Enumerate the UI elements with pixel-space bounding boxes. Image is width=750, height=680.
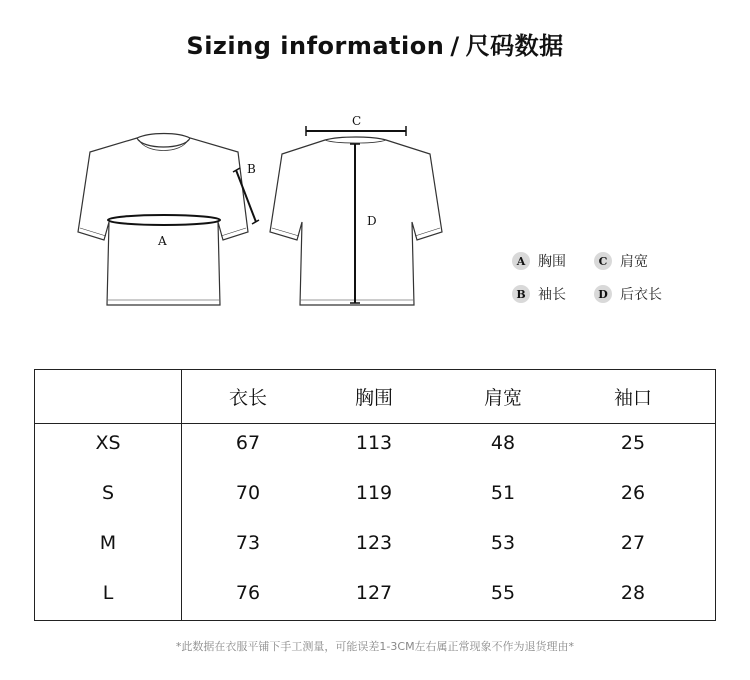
legend-badge: B [512, 285, 530, 303]
table-cell: 119 [355, 482, 393, 504]
tshirt-front-illustration [78, 134, 248, 306]
row-size-label: L [102, 582, 114, 604]
label-c: C [352, 114, 362, 128]
label-a: A [158, 234, 167, 248]
header-cuff: 袖口 [613, 387, 652, 409]
table-cell: 51 [490, 482, 516, 504]
legend-label: 后衣长 [620, 287, 662, 303]
header-length: 衣长 [228, 387, 267, 409]
legend-label: 袖长 [538, 287, 566, 303]
table-cell: 55 [490, 582, 516, 604]
table-cell: 76 [235, 582, 261, 604]
legend-item-back-length [594, 284, 662, 304]
title-english: Sizing information [186, 32, 445, 60]
table-cell: 73 [235, 532, 261, 554]
table-cell: 67 [235, 432, 261, 454]
header-chest: 胸围 [354, 387, 393, 409]
title-separator: / [450, 32, 460, 60]
legend-item-shoulder [594, 251, 648, 271]
table-cell: 123 [355, 532, 393, 554]
table-cell: 25 [620, 432, 646, 454]
legend-item-chest [512, 251, 566, 271]
legend-badge: D [594, 285, 612, 303]
label-b: B [247, 162, 256, 176]
table-cell: 27 [620, 532, 646, 554]
header-shoulder: 肩宽 [483, 387, 522, 409]
title-chinese: 尺码数据 [465, 32, 564, 60]
legend-badge: A [512, 252, 530, 270]
row-size-label: S [101, 482, 115, 504]
chest-measure-line [108, 215, 220, 225]
table-cell: 113 [355, 432, 393, 454]
legend-label: 胸围 [538, 254, 566, 270]
table-cell: 70 [235, 482, 261, 504]
size-table [34, 369, 716, 621]
legend-label: 肩宽 [620, 254, 648, 270]
label-d: D [367, 214, 377, 228]
legend-item-sleeve [512, 284, 566, 304]
row-size-label: XS [95, 432, 121, 454]
table-cell: 26 [620, 482, 646, 504]
table-cell: 28 [620, 582, 646, 604]
measurement-disclaimer: *此数据在衣服平铺下手工测量，可能误差1-3CM左右属正常现象不作为退货理由* [175, 640, 575, 653]
legend-badge: C [594, 252, 612, 270]
table-cell: 127 [355, 582, 393, 604]
table-cell: 53 [490, 532, 516, 554]
page-title [0, 26, 750, 61]
row-size-label: M [99, 532, 117, 554]
table-cell: 48 [490, 432, 516, 454]
